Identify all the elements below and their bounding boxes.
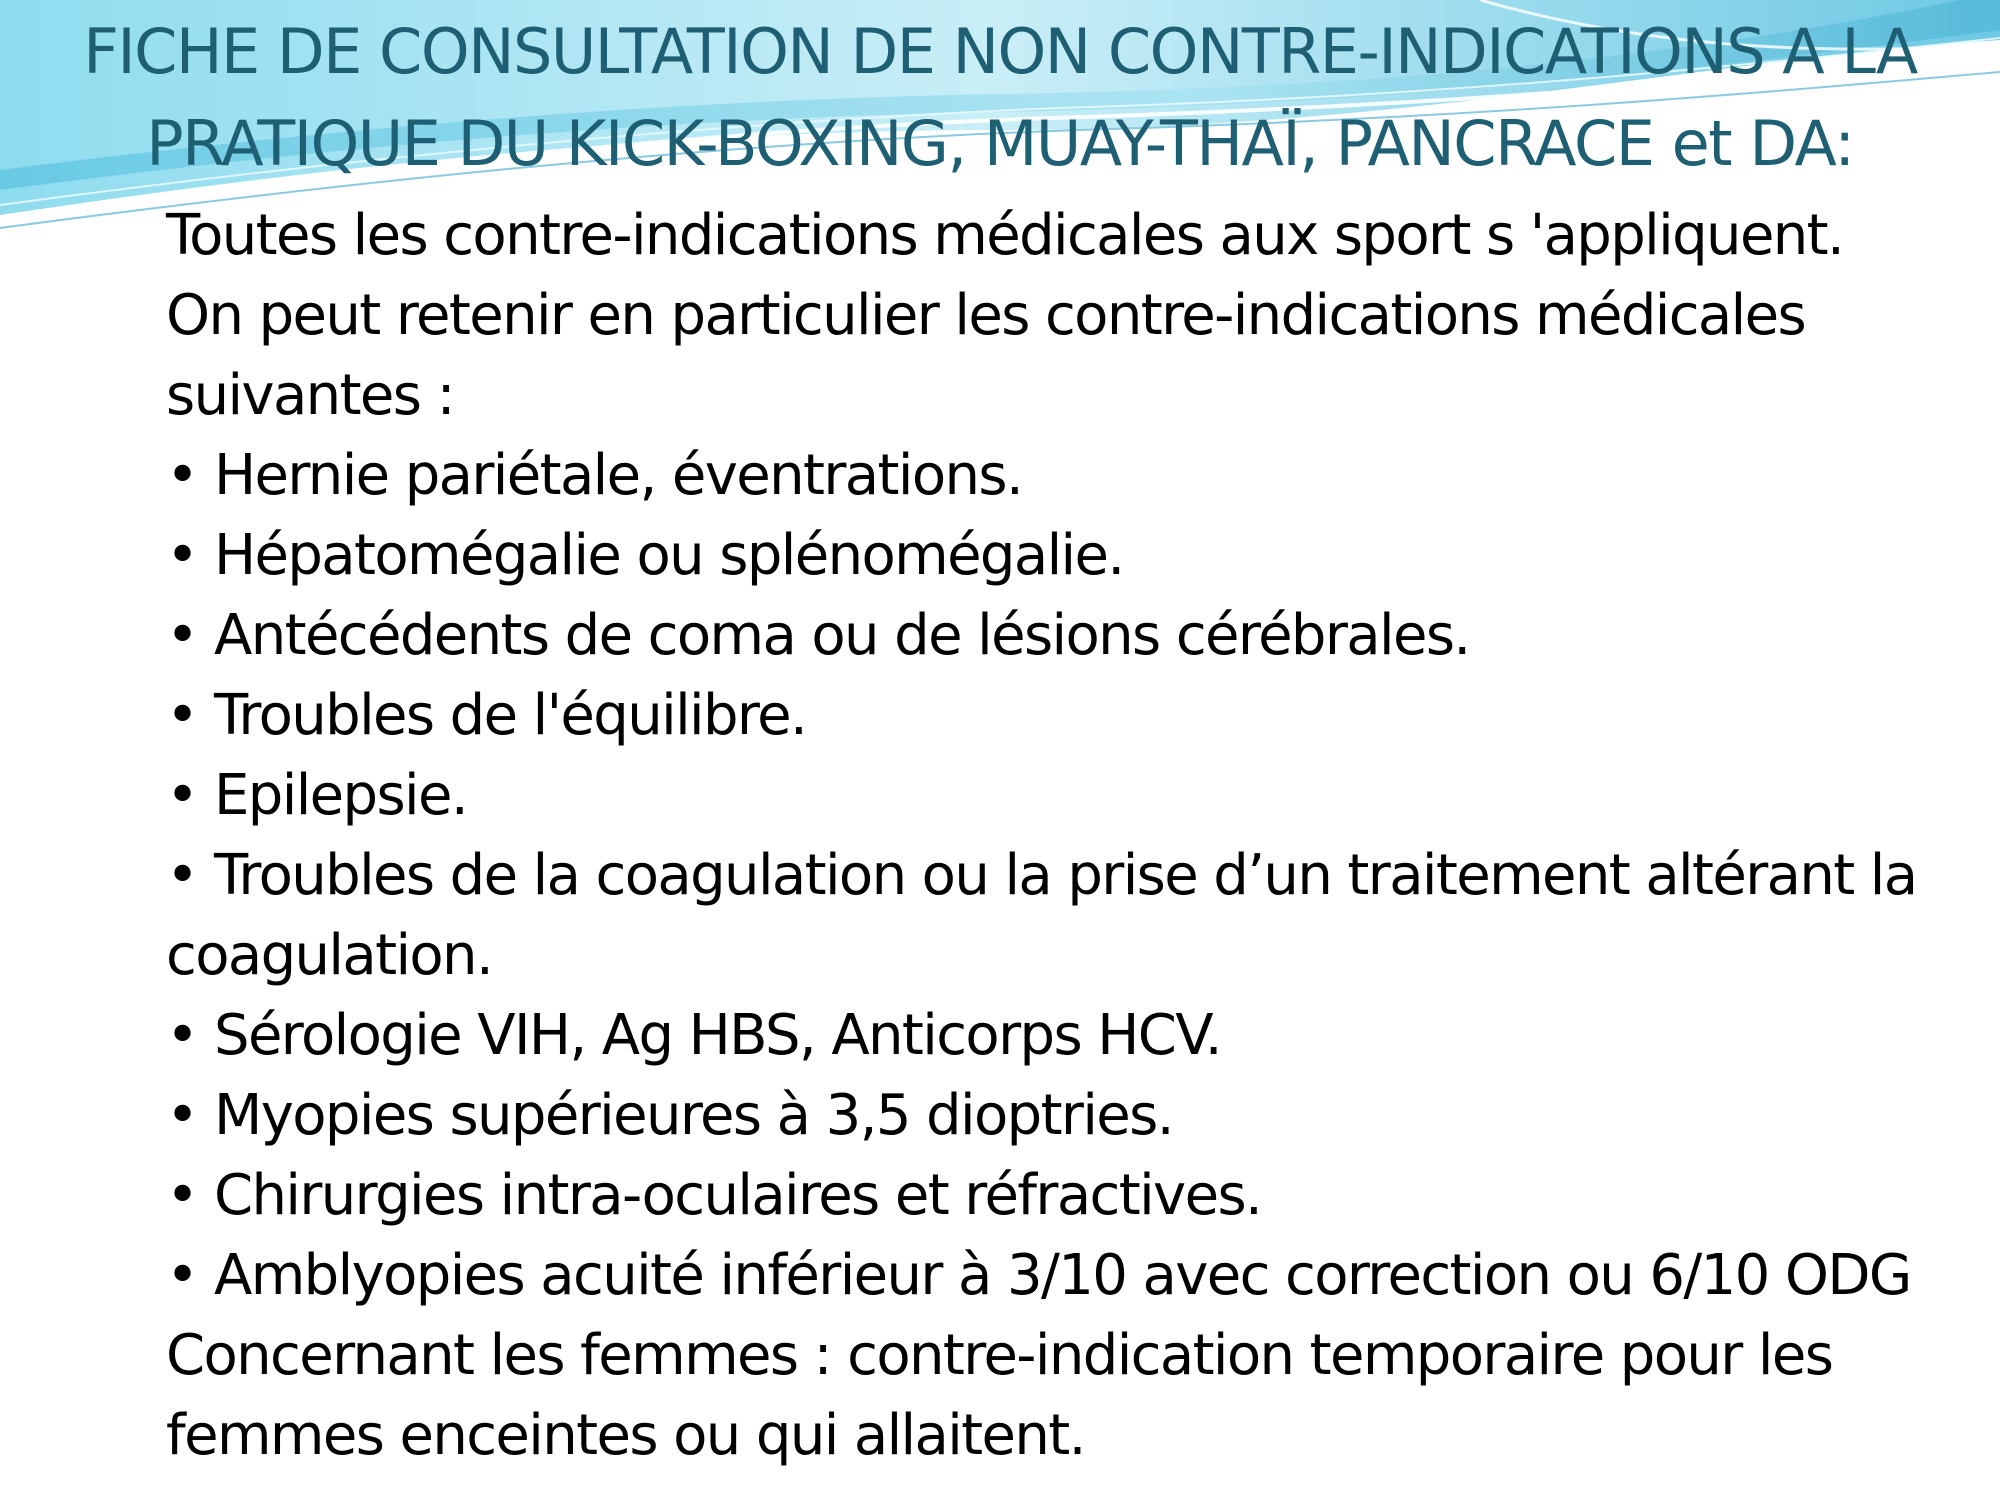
bullet-icon: • [166, 1243, 198, 1308]
bullet-icon: • [166, 1163, 198, 1228]
bullet-item [166, 596, 1966, 676]
bullet-text: Antécédents de coma ou de lésions cérébrales. [214, 603, 1470, 668]
bullet-text: Epilepsie. [214, 763, 468, 828]
bullet-continuation: coagulation. [166, 923, 493, 988]
bullet-text: Myopies supérieures à 3,5 dioptries. [214, 1083, 1173, 1148]
bullet-item [166, 996, 1966, 1076]
slide-title [0, 6, 2000, 190]
bullet-text: Amblyopies acuité inférieur à 3/10 avec correction ou 6/10 ODG [214, 1243, 1911, 1308]
bullet-icon: • [166, 1003, 198, 1068]
slide-title-line: PRATIQUE DU KICK-BOXING, MUAY-THAÏ, PANCRACE et DA: [146, 107, 1854, 180]
bullet-text: Chirurgies intra-oculaires et réfractives. [214, 1163, 1262, 1228]
outro-line: Concernant les femmes : contre-indication temporaire pour les [166, 1323, 1833, 1388]
bullet-text: Sérologie VIH, Ag HBS, Anticorps HCV. [214, 1003, 1221, 1068]
bullet-text: Troubles de la coagulation ou la prise d’un traitement altérant la [214, 843, 1917, 908]
intro-line: Toutes les contre-indications médicales aux sport s 'appliquent. [166, 203, 1844, 268]
bullet-item [166, 436, 1966, 516]
bullet-item [166, 676, 1966, 756]
bullet-text: Troubles de l'équilibre. [214, 683, 807, 748]
bullet-icon: • [166, 443, 198, 508]
slide-title-line: FICHE DE CONSULTATION DE NON CONTRE-INDICATIONS A LA [83, 15, 1917, 88]
bullet-text: Hépatomégalie ou splénomégalie. [214, 523, 1124, 588]
bullet-item [166, 1236, 1966, 1316]
bullet-item [166, 1156, 1966, 1236]
contraindications-text [166, 196, 1966, 1476]
bullet-icon: • [166, 683, 198, 748]
bullet-icon: • [166, 1083, 198, 1148]
bullet-icon: • [166, 523, 198, 588]
bullet-text: Hernie pariétale, éventrations. [214, 443, 1023, 508]
bullet-icon: • [166, 763, 198, 828]
bullet-icon: • [166, 843, 198, 908]
intro-line: suivantes : [166, 363, 454, 428]
bullet-item [166, 516, 1966, 596]
intro-line: On peut retenir en particulier les contre-indications médicales [166, 283, 1806, 348]
bullet-item [166, 836, 1966, 916]
outro-line: femmes enceintes ou qui allaitent. [166, 1403, 1085, 1468]
bullet-item [166, 756, 1966, 836]
bullet-item [166, 1076, 1966, 1156]
bullet-icon: • [166, 603, 198, 668]
